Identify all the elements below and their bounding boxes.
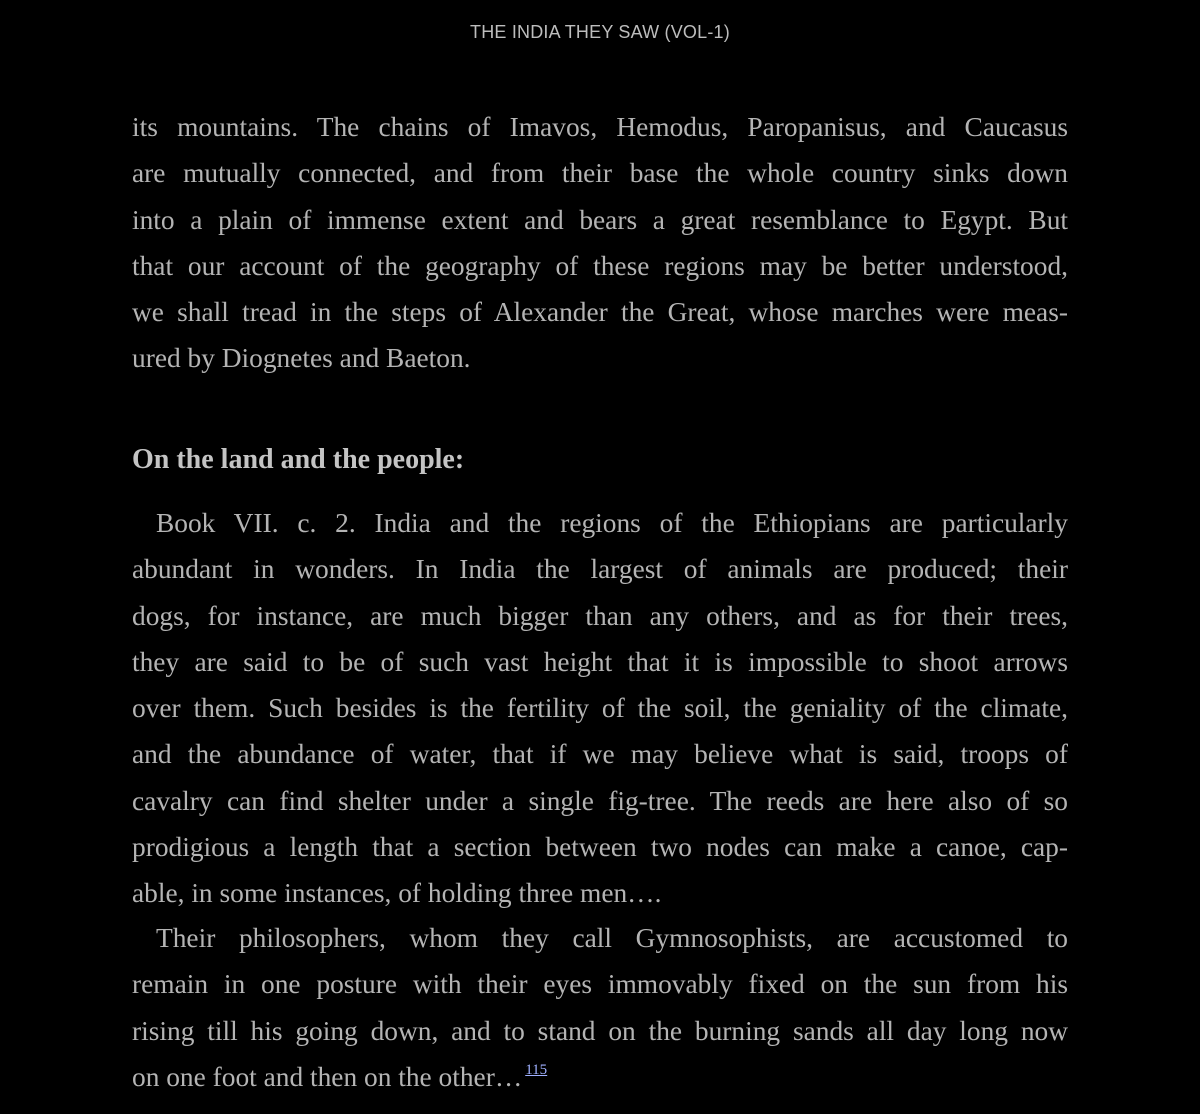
section-heading: On the land and the people: [132, 444, 465, 475]
text-line: cavalry can find shelter under a single fig-tree. The reeds are here also of so [132, 785, 1068, 816]
paragraph-intro [132, 104, 1068, 382]
running-header: THE INDIA THEY SAW (VOL-1) [470, 22, 730, 42]
text-line: into a plain of immense extent and bears a great resemblance to Egypt. But [132, 204, 1068, 235]
text-line: prodigious a length that a section between two nodes can make a canoe, cap- [132, 832, 1068, 863]
text-line-with-footnote [132, 1054, 1068, 1100]
paragraph-book [132, 500, 1068, 917]
text-line: ured by Diognetes and Baeton. [132, 343, 471, 374]
text-line: and the abundance of water, that if we may believe what is said, troops of [132, 739, 1068, 770]
text-line: over them. Such besides is the fertility of the soil, the geniality of the climate, [132, 693, 1068, 724]
text-line: are mutually connected, and from their base the whole country sinks down [132, 158, 1068, 189]
text-line: remain in one posture with their eyes immovably fixed on the sun from his [132, 969, 1068, 1000]
text-line: abundant in wonders. In India the largest of animals are produced; their [132, 554, 1068, 585]
text-line: Book VII. c. 2. India and the regions of the Ethiopians are particularly [156, 508, 1068, 538]
text-line: we shall tread in the steps of Alexander the Great, whose marches were meas- [132, 297, 1068, 328]
footnote-link[interactable]: 115 [525, 1061, 548, 1078]
text-line: able, in some instances, of holding three men…. [132, 878, 662, 909]
text-line: that our account of the geography of these regions may be better understood, [132, 250, 1068, 281]
text-line: they are said to be of such vast height that it is impossible to shoot arrows [132, 646, 1068, 677]
text-line: dogs, for instance, are much bigger than any others, and as for their trees, [132, 600, 1068, 631]
text-line: its mountains. The chains of Imavos, Hemodus, Paropanisus, and Caucasus [132, 112, 1068, 142]
text-line: on one foot and then on the other… [132, 1061, 523, 1092]
text-line: rising till his going down, and to stand on the burning sands all day long now [132, 1015, 1068, 1046]
paragraph-philosophers [132, 915, 1068, 1100]
text-line: Their philosophers, whom they call Gymnosophists, are accustomed to [156, 923, 1068, 953]
